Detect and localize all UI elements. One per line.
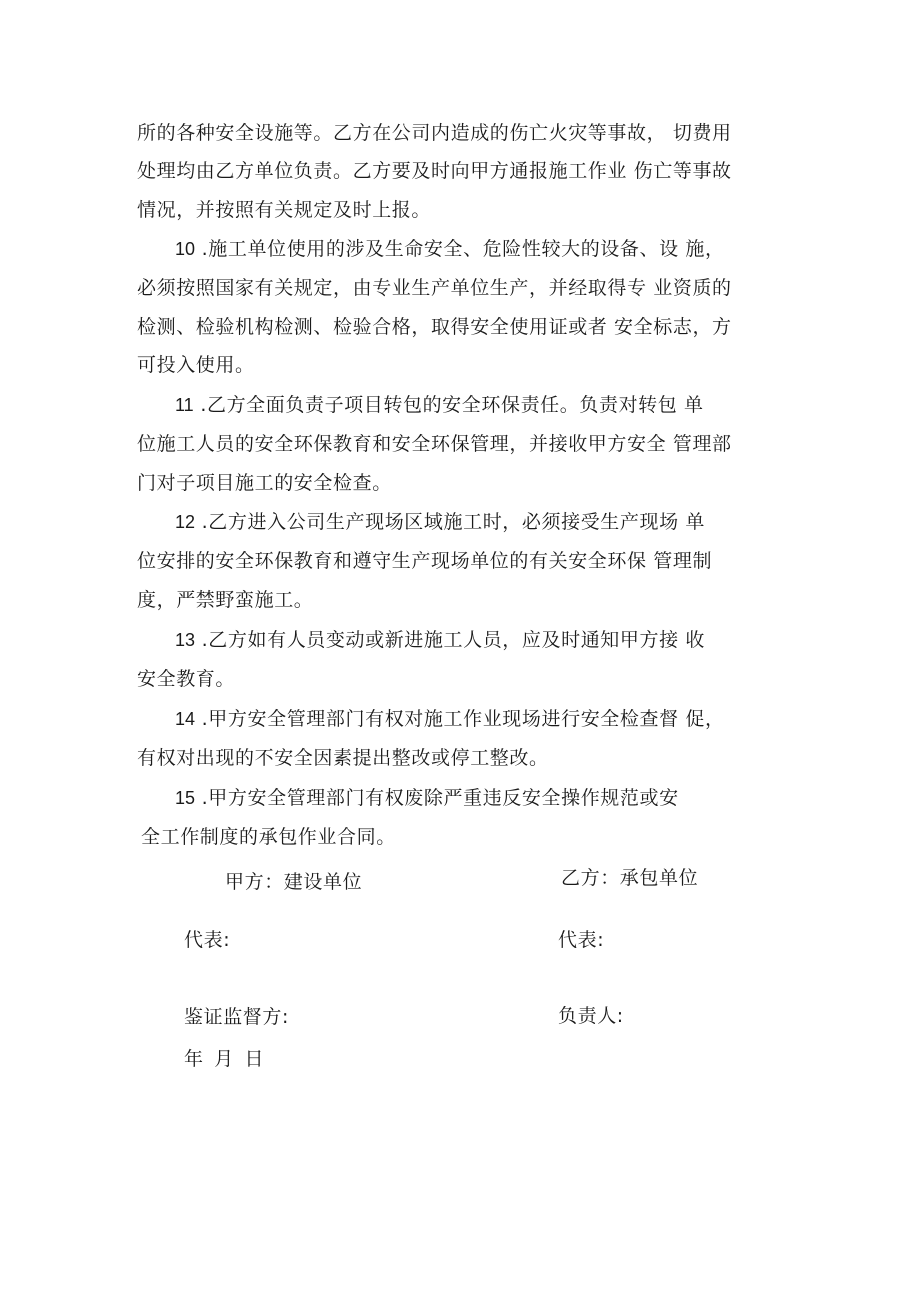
responsible-person-label: 负责人: (558, 1005, 624, 1027)
paragraph-10-line-4: 可投入使用。 (137, 354, 255, 376)
paragraph-11-line-1 (175, 393, 704, 417)
paragraph-15-line-2: 全工作制度的承包作业合同。 (141, 826, 396, 848)
item-number-12: 12 (175, 512, 196, 532)
paragraph-14-line-1 (175, 707, 725, 731)
party-b-label: 乙方：承包单位 (561, 867, 699, 889)
paragraph-12-line-3: 度，严禁野蛮施工。 (137, 589, 314, 611)
item-number-14: 14 (175, 709, 196, 729)
paragraph-13-text-1: .乙方如有人员变动或新进施工人员，应及时通知甲方接 收 (195, 629, 705, 651)
paragraph-12-line-2: 位安排的安全环保教育和遵守生产现场单位的有关安全环保 管理制 (137, 550, 713, 572)
party-b-representative-label: 代表: (558, 929, 605, 951)
party-a-label: 甲方：建设单位 (225, 871, 363, 893)
paragraph-12-text-1: .乙方进入公司生产现场区域施工时，必须接受生产现场 单 (195, 511, 705, 533)
paragraph-10-line-2: 必须按照国家有关规定，由专业生产单位生产，并经取得专 业资质的 (137, 277, 732, 299)
paragraph-11-line-2: 位施工人员的安全环保教育和安全环保管理，并接收甲方安全 管理部 (137, 433, 732, 455)
paragraph-10-line-3: 检测、检验机构检测、检验合格，取得安全使用证或者 安全标志，方 (137, 316, 732, 338)
item-number-10: 10 (175, 239, 196, 259)
supervisor-label: 鉴证监督方: (184, 1006, 290, 1028)
item-number-15: 15 (175, 788, 196, 808)
date-line: 年 月 日 (184, 1048, 265, 1070)
paragraph-15-text-1: .甲方安全管理部门有权废除严重违反安全操作规范或安 (195, 787, 679, 809)
paragraph-14-text-1: .甲方安全管理部门有权对施工作业现场进行安全检查督 促， (195, 708, 725, 730)
paragraph-9-line-1: 所的各种安全设施等。乙方在公司内造成的伤亡火灾等事故， 切费用 (137, 122, 732, 144)
paragraph-10-text-1: .施工单位使用的涉及生命安全、危险性较大的设备、设 施， (195, 238, 725, 260)
item-number-13: 13 (175, 630, 196, 650)
party-a-representative-label: 代表: (184, 929, 231, 951)
paragraph-11-text-1: .乙方全面负责子项目转包的安全环保责任。负责对转包 单 (193, 394, 704, 416)
item-number-11: 11 (175, 395, 194, 415)
paragraph-15-line-1 (175, 786, 679, 810)
paragraph-12-line-1 (175, 510, 705, 534)
paragraph-13-line-1 (175, 628, 705, 652)
paragraph-13-line-2: 安全教育。 (137, 668, 236, 690)
paragraph-9-line-2: 处理均由乙方单位负责。乙方要及时向甲方通报施工作业 伤亡等事故 (137, 160, 732, 182)
paragraph-14-line-2: 有权对出现的不安全因素提出整改或停工整改。 (137, 747, 549, 769)
paragraph-9-line-3: 情况，并按照有关规定及时上报。 (137, 199, 432, 221)
paragraph-11-line-3: 门对子项目施工的安全检查。 (137, 472, 392, 494)
paragraph-10-line-1 (175, 237, 725, 261)
